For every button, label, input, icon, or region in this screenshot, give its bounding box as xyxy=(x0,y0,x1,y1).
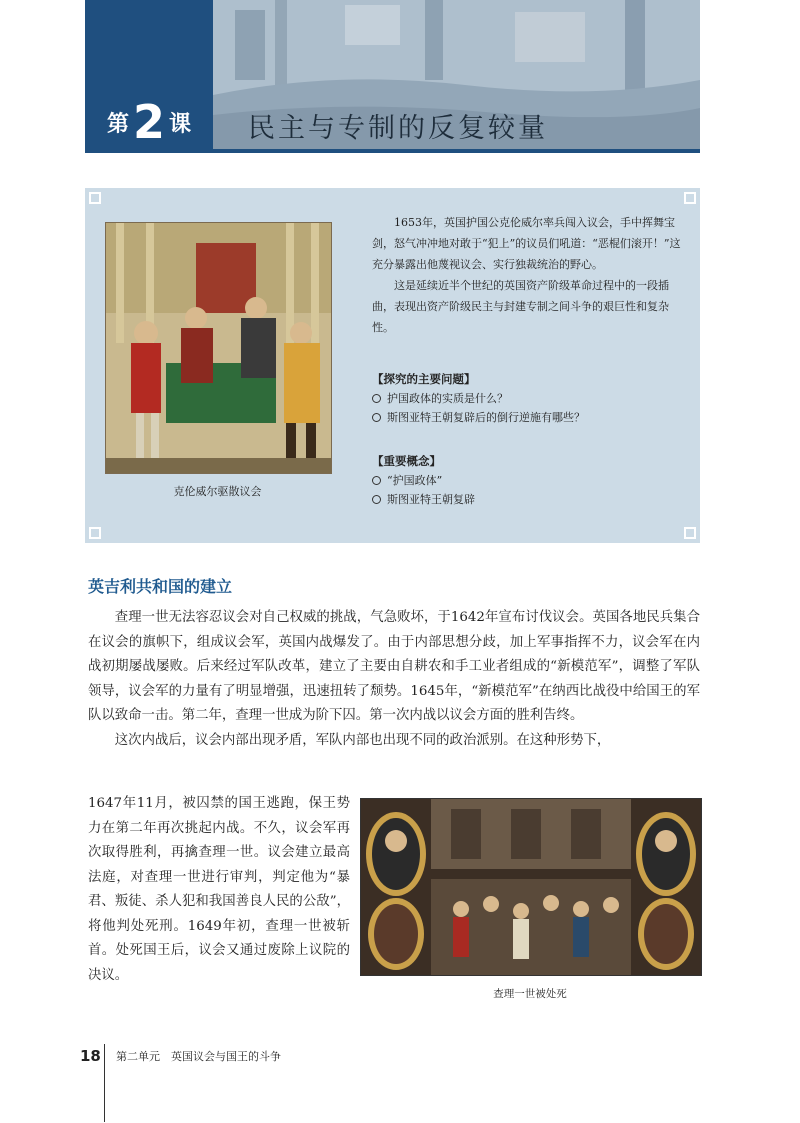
concepts-title: 【重要概念】 xyxy=(372,454,441,468)
body-paragraph: 查理一世无法容忍议会对自己权威的挑战，气急败坏，于1642年宣布讨伐议会。英国各地民兵集合在议会的旗帜下，组成议会军，英国内战爆发了。由于内部思想分歧，加上军事指挥不力，议会军在内战初期屡战屡败。后来经过军队改革，建立了主要由自耕农和手工业者组成的“新模范军”，调整了军队领导，议会军的力量有了明显增强，迅速扭转了颓势。1645年，“新模范军”在纳西比战役中给国王的军队以致命一击。第二年，查理一世成为阶下囚。第一次内战以议会方面的胜利告终。 xyxy=(88,610,700,723)
execution-painting-caption: 查理一世被处死 xyxy=(493,988,567,1000)
concept-text: 斯图亚特王朝复辟 xyxy=(387,493,475,506)
intro-text xyxy=(372,212,682,338)
question-text: 护国政体的实质是什么？ xyxy=(387,392,508,405)
page-number: 18 xyxy=(80,1047,101,1065)
cromwell-painting-caption: 克伦威尔驱散议会 xyxy=(173,485,262,498)
concept-item xyxy=(372,471,682,490)
circle-bullet-icon xyxy=(372,495,381,504)
lesson-number: 2 xyxy=(132,95,165,149)
concept-item xyxy=(372,490,682,509)
questions-title: 【探究的主要问题】 xyxy=(372,372,476,386)
concepts-block xyxy=(372,452,682,509)
circle-bullet-icon xyxy=(372,476,381,485)
questions-block xyxy=(372,370,682,427)
lesson-prefix: 第 xyxy=(106,111,129,137)
body-paragraph: 这次内战后，议会内部出现矛盾，军队内部也出现不同的政治派别。在这种形势下， xyxy=(114,732,611,748)
execution-painting-image xyxy=(360,798,702,976)
cromwell-painting-image xyxy=(105,222,332,474)
question-item xyxy=(372,389,682,408)
body-paragraph: 1647年11月，被囚禁的国王逃跑，保王势力在第二年再次挑起内战。不久，议会军再次取得胜利，再擒查理一世。议会建立最高法庭，对查理一世进行审判，判定他为“暴君、叛徒、杀人犯和我国善良人民的公敌”，将他判处死刑。1649年初，查理一世被斩首。处死国王后，议会又通过废除上议院的决议。 xyxy=(88,796,350,983)
lesson-suffix: 课 xyxy=(169,111,192,137)
concept-text: “护国政体” xyxy=(387,474,443,487)
footer-unit-title: 第二单元 英国议会与国王的斗争 xyxy=(116,1050,281,1063)
corner-mark xyxy=(684,527,696,539)
circle-bullet-icon xyxy=(372,394,381,403)
question-text: 斯图亚特王朝复辟后的倒行逆施有哪些？ xyxy=(387,411,585,424)
banner-divider xyxy=(85,149,700,153)
body-text-wrapped xyxy=(88,792,350,988)
body-text xyxy=(88,606,700,753)
intro-paragraph: 这是延续近半个世纪的英国资产阶级革命过程中的一段插曲，表现出资产阶级民主与封建专制之间斗争的艰巨性和复杂性。 xyxy=(372,279,669,334)
corner-mark xyxy=(89,192,101,204)
section-heading: 英吉利共和国的建立 xyxy=(88,577,233,596)
footer-divider xyxy=(104,1044,105,1122)
corner-mark xyxy=(89,527,101,539)
corner-mark xyxy=(684,192,696,204)
intro-paragraph: 1653年，英国护国公克伦威尔率兵闯入议会，手中挥舞宝剑，怒气冲冲地对敢于“犯上”的议员们吼道：“恶棍们滚开！”这充分暴露出他蔑视议会、实行独裁统治的野心。 xyxy=(372,216,681,271)
lesson-title: 民主与专制的反复较量 xyxy=(248,113,548,144)
lesson-number-tag xyxy=(85,92,213,152)
circle-bullet-icon xyxy=(372,413,381,422)
question-item xyxy=(372,408,682,427)
